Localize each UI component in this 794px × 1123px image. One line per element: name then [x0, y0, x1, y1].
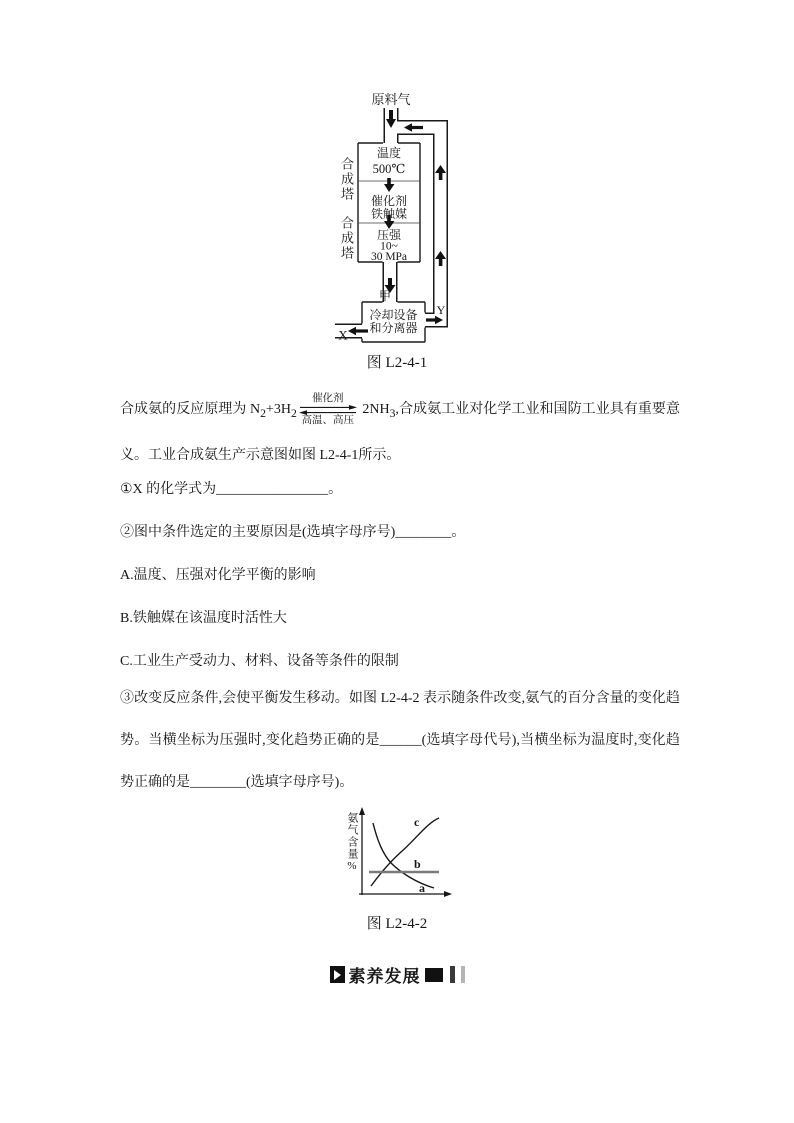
jia-label: 甲: [378, 289, 392, 303]
option-c: C.工业生产受动力、材料、设备等条件的限制: [120, 654, 399, 669]
option-b: B.铁触媒在该温度时活性大: [120, 611, 287, 626]
curve-c: [371, 818, 439, 886]
question-3: ③改变反应条件,会使平衡发生移动。如图 L2-4-2 表示随条件改变,氨气的百分含量的变化趋势。当横坐标为压强时,变化趋势正确的是______(选填字母代号),当横坐标为温度时,变化趋势正确的是________(选填字母序号)。: [120, 691, 680, 790]
question-1: ①X 的化学式为________________。: [120, 482, 343, 497]
temperature-label-1: 温度: [376, 146, 402, 160]
x-output-label: X: [338, 327, 348, 343]
cooler-label-1: 冷却设备: [369, 308, 418, 322]
banner-decor-bar-dark: [450, 966, 455, 983]
equation-text-1: 合成氨的反应原理为 N: [120, 402, 261, 417]
reversible-arrows-icon: [299, 405, 357, 415]
pressure-label-3: 30 MPa: [370, 251, 408, 263]
figure1-caption: 图 L2-4-1: [366, 355, 428, 371]
intro-paragraph: [120, 389, 680, 477]
question-2: ②图中条件选定的主要原因是(选填字母序号)________。: [120, 525, 466, 540]
pressure-label-2: 10~: [380, 240, 398, 253]
pressure-label-1: 压强: [376, 228, 402, 242]
banner-decor-block: [425, 968, 443, 982]
curve-b-label: b: [414, 857, 421, 871]
banner-title: 素养发展: [348, 967, 421, 986]
subscript-nh3: 3: [389, 406, 396, 420]
tower-side-label-bottom: 合成塔: [339, 216, 354, 261]
temperature-label-2: 500℃: [372, 162, 406, 176]
condition-catalyst: 催化剂: [312, 393, 344, 405]
catalyst-label-1: 催化剂: [370, 194, 408, 208]
feed-gas-label: 原料气: [371, 92, 411, 107]
catalyst-label-2: 铁触媒: [370, 207, 408, 221]
condition-temp-pressure: 高温、高压: [301, 415, 355, 427]
section-banner: [0, 962, 794, 987]
figure2-caption: 图 L2-4-2: [366, 916, 428, 932]
curve-a-label: a: [419, 881, 425, 895]
equation-text-4: ,合成氨工业对化学工业和国防工业具有重要意义。工业合成氨生产示意图如图 L2-4-1所示。: [120, 402, 680, 463]
reaction-conditions: [299, 393, 357, 426]
subscript-h2: 2: [290, 406, 297, 420]
banner-decor-bar-light: [461, 966, 465, 983]
equation-text-2: +3H: [265, 402, 291, 417]
equation-text-3: 2NH: [358, 402, 390, 417]
x-axis-arrow-icon: [444, 891, 452, 897]
subscript-n2: 2: [260, 406, 266, 420]
tower-side-label-top: 合成塔: [339, 157, 354, 202]
play-triangle-icon: [334, 970, 341, 980]
play-icon: [330, 966, 345, 983]
curve-a: [373, 823, 434, 888]
graph-y-axis-label: 氨气含量%: [346, 812, 358, 873]
option-a: A.温度、压强对化学平衡的影响: [120, 568, 316, 583]
cooler-label-2: 和分离器: [369, 321, 418, 335]
curve-c-label: c: [414, 815, 420, 829]
y-pipe-label: Y: [436, 303, 446, 317]
